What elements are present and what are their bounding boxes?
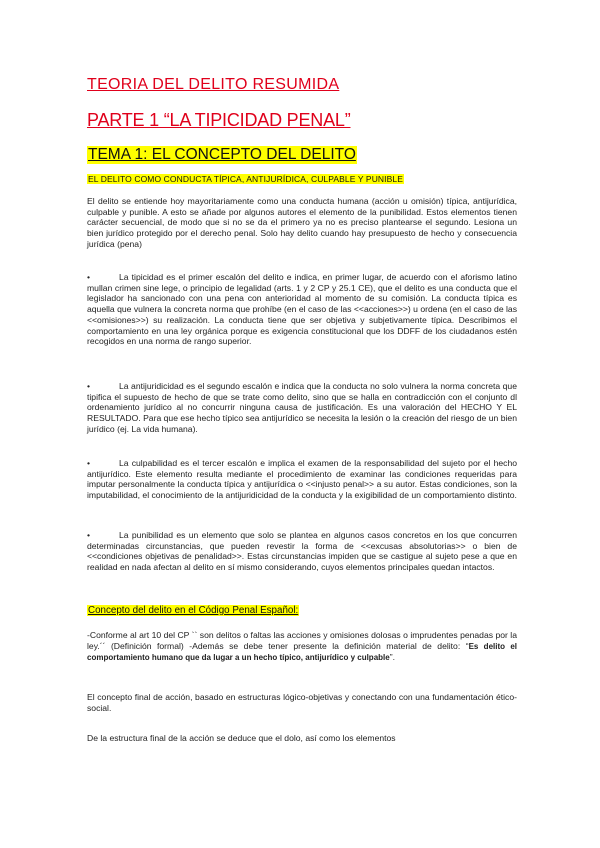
section-subtitle: EL DELITO COMO CONDUCTA TÍPICA, ANTIJURÍDICA, CULPABLE Y PUNIBLE bbox=[88, 174, 403, 184]
bullet-culpabilidad bbox=[87, 458, 517, 501]
bullet-text: La punibilidad es un elemento que solo se plantea en algunos casos concretos en los que concurren determinadas circunstancias, que pueden revestir la forma de <<excusas absolutorias>> o bien de <<condiciones objetivas de penalidad>>. Estas circunstancias impiden que se castigue al sujeto pese a que en realidad en nada afectan al delito en sí mismo considerando, cuyos elementos principales quedan intactos. bbox=[87, 530, 517, 573]
bullet-text: La tipicidad es el primer escalón del delito e indica, en primer lugar, de acuerdo con el aforismo latino mullan crimen sine lege, o principio de legalidad (arts. 1 y 2 CP y 25.1 CE), que el delito es una conducta que el legislador ha sancionado con una pena con anterioridad al momento de su comisión. La conducta típica es aquella que vulnera la concreta norma que prohíbe (en el caso de las <<acciones>>) u ordena (en el caso de las <<omisiones>>) su realización. La conducta tiene que ser objetiva y subjetivamente típica. Describimos el comportamiento en una ley orgánica porque es exigencia constitucional que los DDFF de los ciudadanos estén recogidos en una norma de rango superior. bbox=[87, 272, 517, 347]
concept-title: Concepto del delito en el Código Penal Español: bbox=[88, 605, 299, 616]
tema-title: TEMA 1: EL CONCEPTO DEL DELITO bbox=[88, 146, 356, 163]
bullet-text: La culpabilidad es el tercer escalón e implica el examen de la responsabilidad del sujeto por el hecho antijurídico. Este elemento resulta mediante el procedimiento de examinar las condiciones requeridas para imputar personalmente la conducta típica y antijurídica o <<injusto penal>> a su autor. Estas condiciones, son la imputabilidad, el conocimiento de la antijuridicidad de la conducta y la exigibilidad de un comportamiento distinto. bbox=[87, 458, 517, 501]
bullet-punibilidad bbox=[87, 530, 517, 573]
final-action-paragraph: El concepto final de acción, basado en estructuras lógico-objetivas y conectando con una fundamentación ético-social. bbox=[87, 692, 517, 713]
bullet-marker: • bbox=[87, 381, 91, 391]
bullet-text: La antijuridicidad es el segundo escalón e indica que la conducta no solo vulnera la norma concreta que tipifica el supuesto de hecho de que se trate como delito, sino que se halla en contradicción con el conjunto dl ordenamiento jurídico al no concurrir ninguna causa de justificación. Es una valoración del HECHO Y EL RESULTADO. Para que ese hecho típico sea antijurídico se necesita la lesión o la creación del riesgo de un bien jurídico (ej. La vida humana). bbox=[87, 381, 517, 434]
bullet-antijuridicidad bbox=[87, 381, 517, 435]
part-title: PARTE 1 “LA TIPICIDAD PENAL” bbox=[87, 110, 351, 130]
last-line: De la estructura final de la acción se deduce que el dolo, así como los elementos bbox=[87, 733, 396, 743]
concept-paragraph bbox=[87, 630, 517, 664]
bullet-marker: • bbox=[87, 530, 91, 540]
bullet-tipicidad bbox=[87, 272, 517, 347]
concept-text: -Conforme al art 10 del CP `` son delitos o faltas las acciones y omisiones dolosas o imprudentes penadas por la ley.´´ (Definición formal) -Además se debe tener presente la definición material de delito: “ bbox=[87, 630, 517, 651]
intro-paragraph: El delito se entiende hoy mayoritariamente como una conducta humana (acción u omisión) típica, antijurídica, culpable y punible. A esto se añade por algunos autores el elemento de la punibilidad. Estos elementos tienen carácter secuencial, de modo que si no se da el primero ya no es preciso plantearse el segundo. Lesiona un bien jurídico protegido por el derecho penal. Solo hay delito cuando hay presupuesto de hecho y consecuencia jurídica (pena) bbox=[87, 196, 517, 249]
bullet-marker: • bbox=[87, 458, 91, 468]
document-title: TEORIA DEL DELITO RESUMIDA bbox=[87, 76, 340, 93]
concept-text-end: ”. bbox=[389, 652, 395, 663]
concept-bold: Es delito el comportamiento humano que da lugar a un hecho típico, antijurídico y culpable bbox=[87, 641, 517, 663]
bullet-marker: • bbox=[87, 272, 91, 282]
